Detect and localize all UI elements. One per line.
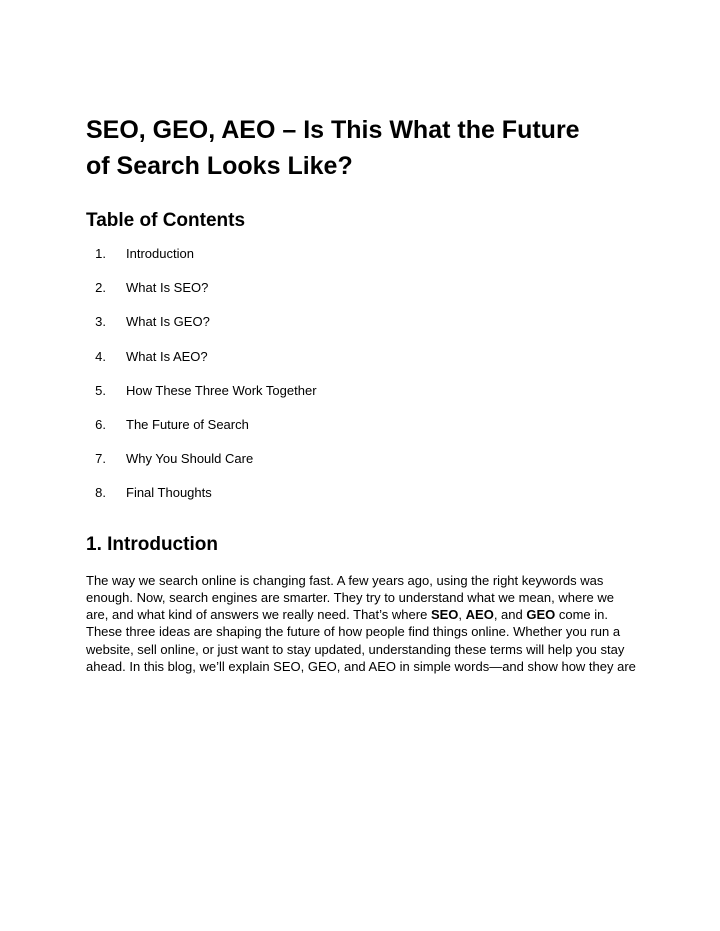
toc-item-what-is-aeo[interactable] <box>86 349 638 383</box>
table-of-contents <box>86 246 638 520</box>
paragraph-text: , <box>458 607 466 623</box>
aeo-term: AEO <box>465 607 494 623</box>
toc-item-what-is-geo[interactable] <box>86 314 638 348</box>
toc-item-number: 1. <box>95 246 106 261</box>
toc-item-label: What Is GEO? <box>126 314 210 330</box>
toc-item-label: What Is AEO? <box>126 348 208 364</box>
toc-item-number: 3. <box>95 314 106 330</box>
section-heading-introduction: 1. Introduction <box>86 533 218 555</box>
toc-item-number: 8. <box>95 485 106 501</box>
introduction-paragraph <box>86 572 638 676</box>
geo-term: GEO <box>526 607 556 623</box>
paragraph-text: The way we search online is changing fast. A few years ago, using the right keywords was enough. Now, search engines are smarter. They try to understand what we mean, where we are, and what kind of answers we really need. That’s where <box>86 572 614 623</box>
toc-item-label: Introduction <box>126 246 194 261</box>
toc-item-number: 2. <box>95 280 106 296</box>
toc-heading: Table of Contents <box>86 210 246 231</box>
toc-item-label: How These Three Work Together <box>126 382 317 398</box>
seo-term: SEO <box>430 607 459 623</box>
toc-item-introduction[interactable] <box>86 246 638 280</box>
document-title-line-2: of Search Looks Like? <box>86 152 353 180</box>
toc-item-why-you-should-care[interactable] <box>86 451 638 485</box>
toc-item-label: What Is SEO? <box>126 280 209 296</box>
toc-item-number: 7. <box>95 451 106 467</box>
toc-item-label: The Future of Search <box>126 416 249 432</box>
toc-item-how-these-work-together[interactable] <box>86 383 638 417</box>
toc-item-what-is-seo[interactable] <box>86 280 638 314</box>
toc-item-final-thoughts[interactable] <box>86 485 638 519</box>
document-title <box>86 112 638 184</box>
toc-item-label: Why You Should Care <box>126 451 254 467</box>
toc-item-number: 5. <box>95 382 106 398</box>
paragraph-text: come in. These three ideas are shaping the future of how people find things online. Whether you run a website, sell online, or just want to stay updated, understanding these terms will help you stay ahead. In this blog, we’ll explain SEO, GEO, and AEO in simple words—and show how they are <box>86 607 636 674</box>
toc-item-label: Final Thoughts <box>126 485 212 501</box>
toc-item-number: 4. <box>95 348 106 364</box>
document-title-line-1: SEO, GEO, AEO – Is This What the Future <box>86 116 580 144</box>
toc-item-future-of-search[interactable] <box>86 417 638 451</box>
document-page <box>86 112 638 675</box>
paragraph-text: , and <box>493 607 527 623</box>
toc-item-number: 6. <box>95 416 106 432</box>
